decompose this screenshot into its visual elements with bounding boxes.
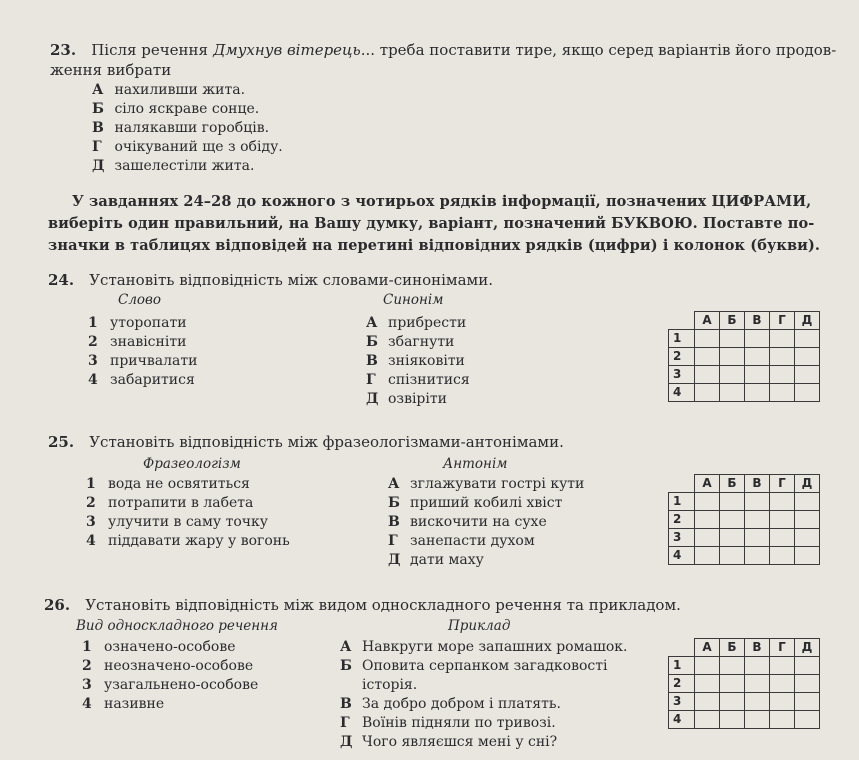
answer-cell[interactable] bbox=[770, 529, 795, 547]
answer-cell[interactable] bbox=[795, 529, 820, 547]
item-text: історія. bbox=[362, 677, 418, 693]
answer-cell[interactable] bbox=[745, 330, 770, 348]
grid-col-header: Б bbox=[720, 639, 745, 657]
item-number: 2 bbox=[86, 495, 96, 511]
item-text: занепасти духом bbox=[410, 533, 535, 549]
grid-col-header: А bbox=[695, 639, 720, 657]
answer-cell[interactable] bbox=[720, 493, 745, 511]
grid-row-header: 4 bbox=[669, 711, 695, 729]
q25-left-item-4 bbox=[86, 533, 290, 549]
answer-cell[interactable] bbox=[795, 693, 820, 711]
item-text: Навкруги море запашних ромашок. bbox=[362, 639, 628, 655]
q23-text-after: ... треба поставити тире, якщо серед варіантів його продов- bbox=[360, 41, 837, 59]
answer-cell[interactable] bbox=[795, 493, 820, 511]
answer-cell[interactable] bbox=[745, 366, 770, 384]
grid-row-header: 3 bbox=[669, 693, 695, 711]
grid-col-header: В bbox=[745, 639, 770, 657]
answer-cell[interactable] bbox=[745, 675, 770, 693]
q25-left-item-2 bbox=[86, 495, 253, 511]
q26-right-item-a bbox=[340, 639, 627, 655]
item-text: означено-особове bbox=[104, 639, 236, 655]
answer-cell[interactable] bbox=[695, 511, 720, 529]
grid-col-header: В bbox=[745, 312, 770, 330]
grid-row-header: 2 bbox=[669, 348, 695, 366]
q23-option-a[interactable] bbox=[92, 82, 245, 98]
q23-option-text: сіло яскраве сонце. bbox=[114, 101, 260, 117]
grid-col-header: Г bbox=[770, 475, 795, 493]
item-text: За добро добром і платять. bbox=[362, 696, 561, 712]
q23-option-b[interactable] bbox=[92, 101, 259, 117]
grid-col-header: Д bbox=[795, 639, 820, 657]
answer-cell[interactable] bbox=[745, 547, 770, 565]
grid-row-header: 4 bbox=[669, 547, 695, 565]
q25-right-item-a bbox=[388, 476, 584, 492]
q23-option-text: очікуваний ще з обіду. bbox=[114, 139, 283, 155]
q25-right-item-b bbox=[388, 495, 562, 511]
answer-cell[interactable] bbox=[745, 384, 770, 402]
item-number: 1 bbox=[88, 315, 98, 331]
item-text: забаритися bbox=[110, 372, 195, 388]
grid-col-header: В bbox=[745, 475, 770, 493]
answer-cell[interactable] bbox=[795, 330, 820, 348]
q26-number: 26. bbox=[44, 596, 71, 614]
answer-cell[interactable] bbox=[770, 493, 795, 511]
q26-right-item-b-cont bbox=[340, 677, 417, 693]
grid-row-header: 1 bbox=[669, 657, 695, 675]
q24-number: 24. bbox=[48, 271, 75, 289]
item-number: 4 bbox=[82, 696, 92, 712]
answer-cell[interactable] bbox=[695, 348, 720, 366]
grid-corner bbox=[669, 312, 695, 330]
q23-option-d[interactable] bbox=[92, 158, 254, 174]
q26-heading bbox=[44, 595, 681, 614]
answer-cell[interactable] bbox=[720, 711, 745, 729]
item-number: 3 bbox=[82, 677, 92, 693]
item-text: вискочити на сухе bbox=[410, 514, 547, 530]
answer-cell[interactable] bbox=[770, 348, 795, 366]
q23-text-line2: ження вибрати bbox=[50, 61, 172, 79]
item-text: вода не освятиться bbox=[108, 476, 250, 492]
answer-cell[interactable] bbox=[695, 493, 720, 511]
grid-col-header: А bbox=[695, 312, 720, 330]
grid-col-header: Б bbox=[720, 475, 745, 493]
answer-cell[interactable] bbox=[745, 693, 770, 711]
q23-heading bbox=[50, 40, 836, 59]
q25-text: Установіть відповідність між фразеологізмами-антонімами. bbox=[89, 433, 564, 451]
grid-row-header: 2 bbox=[669, 675, 695, 693]
q24-text: Установіть відповідність між словами-синонімами. bbox=[89, 271, 493, 289]
item-letter: А bbox=[340, 639, 352, 655]
q24-right-item-a bbox=[366, 315, 466, 331]
instruction-line-3: значки в таблицях відповідей на перетині відповідних рядків (цифри) і колонок (букви). bbox=[48, 237, 821, 254]
q23-option-v[interactable] bbox=[92, 120, 269, 136]
answer-cell[interactable] bbox=[745, 511, 770, 529]
answer-cell[interactable] bbox=[695, 330, 720, 348]
item-number: 4 bbox=[86, 533, 96, 549]
item-text: приший кобилі хвіст bbox=[410, 495, 563, 511]
q23-option-letter: Б bbox=[92, 101, 104, 117]
grid-row-header: 1 bbox=[669, 330, 695, 348]
item-number: 2 bbox=[82, 658, 92, 674]
item-letter: Д bbox=[340, 734, 353, 750]
item-letter: Б bbox=[388, 495, 400, 511]
answer-cell[interactable] bbox=[695, 384, 720, 402]
answer-cell[interactable] bbox=[795, 348, 820, 366]
q23-option-letter: В bbox=[92, 120, 104, 136]
answer-cell[interactable] bbox=[770, 330, 795, 348]
answer-cell[interactable] bbox=[695, 529, 720, 547]
answer-cell[interactable] bbox=[720, 330, 745, 348]
grid-col-header: Г bbox=[770, 312, 795, 330]
q24-left-item-3 bbox=[88, 353, 197, 369]
q24-right-item-h bbox=[366, 372, 470, 388]
item-text: Чого являєшся мені у сні? bbox=[362, 734, 558, 750]
grid-col-header: Д bbox=[795, 312, 820, 330]
q25-right-item-v bbox=[388, 514, 547, 530]
item-text: Оповита серпанком загадковості bbox=[362, 658, 608, 674]
item-letter: А bbox=[366, 315, 378, 331]
item-text: Воїнів підняли по тривозі. bbox=[362, 715, 556, 731]
q23-option-text: налякавши горобців. bbox=[114, 120, 270, 136]
answer-cell[interactable] bbox=[795, 675, 820, 693]
answer-cell[interactable] bbox=[720, 675, 745, 693]
q24-right-item-b bbox=[366, 334, 454, 350]
q26-left-header: Вид односкладного речення bbox=[76, 618, 278, 634]
q26-right-header: Приклад bbox=[448, 618, 511, 634]
item-letter: В bbox=[366, 353, 378, 369]
q26-left-item-4 bbox=[82, 696, 164, 712]
q23-text-italic: Дмухнув вітерець bbox=[213, 41, 361, 59]
q24-heading bbox=[48, 270, 493, 289]
item-text: спізнитися bbox=[388, 372, 470, 388]
grid-col-header: Б bbox=[720, 312, 745, 330]
item-letter: Г bbox=[340, 715, 350, 731]
item-number: 2 bbox=[88, 334, 98, 350]
answer-cell[interactable] bbox=[720, 693, 745, 711]
answer-cell[interactable] bbox=[720, 529, 745, 547]
item-number: 1 bbox=[82, 639, 92, 655]
item-text: неозначено-особове bbox=[104, 658, 254, 674]
grid-col-header: А bbox=[695, 475, 720, 493]
item-letter: В bbox=[388, 514, 400, 530]
q25-left-item-3 bbox=[86, 514, 268, 530]
q26-right-item-d bbox=[340, 734, 557, 750]
q24-right-header: Синонім bbox=[383, 292, 444, 308]
item-letter: Г bbox=[388, 533, 398, 549]
q24-left-header: Слово bbox=[118, 292, 162, 308]
q26-text: Установіть відповідність між видом односкладного речення та прикладом. bbox=[85, 596, 681, 614]
q25-right-header: Антонім bbox=[443, 456, 508, 472]
item-text: прибрести bbox=[388, 315, 467, 331]
answer-cell[interactable] bbox=[720, 348, 745, 366]
item-text: зніяковіти bbox=[388, 353, 465, 369]
answer-cell[interactable] bbox=[695, 675, 720, 693]
answer-cell[interactable] bbox=[795, 366, 820, 384]
q24-left-item-2 bbox=[88, 334, 186, 350]
q26-left-item-3 bbox=[82, 677, 258, 693]
answer-cell[interactable] bbox=[720, 384, 745, 402]
answer-cell[interactable] bbox=[770, 384, 795, 402]
item-letter: Б bbox=[340, 658, 352, 674]
q24-left-item-4 bbox=[88, 372, 195, 388]
instruction-line-2: виберіть один правильний, на Вашу думку, варіант, позначений БУКВОЮ. Поставте по- bbox=[48, 215, 815, 232]
q25-left-item-1 bbox=[86, 476, 250, 492]
answer-cell[interactable] bbox=[770, 657, 795, 675]
item-number: 3 bbox=[86, 514, 96, 530]
q25-number: 25. bbox=[48, 433, 75, 451]
q26-left-item-2 bbox=[82, 658, 253, 674]
q25-heading bbox=[48, 432, 564, 451]
q23-option-h[interactable] bbox=[92, 139, 283, 155]
q23-option-letter: Г bbox=[92, 139, 102, 155]
item-text: уторопати bbox=[110, 315, 187, 331]
q24-left-item-1 bbox=[88, 315, 187, 331]
item-text: узагальнено-особове bbox=[104, 677, 259, 693]
grid-corner bbox=[669, 639, 695, 657]
q24-right-item-v bbox=[366, 353, 465, 369]
q25-right-item-d bbox=[388, 552, 484, 568]
answer-cell[interactable] bbox=[770, 675, 795, 693]
q23-option-letter: А bbox=[92, 82, 104, 98]
item-text: дати маху bbox=[410, 552, 484, 568]
q25-answer-grid bbox=[668, 474, 820, 565]
item-letter: А bbox=[388, 476, 400, 492]
item-letter: Д bbox=[388, 552, 401, 568]
item-text: збагнути bbox=[388, 334, 455, 350]
grid-row-header: 4 bbox=[669, 384, 695, 402]
answer-cell[interactable] bbox=[745, 529, 770, 547]
answer-cell[interactable] bbox=[720, 547, 745, 565]
answer-cell[interactable] bbox=[695, 547, 720, 565]
answer-cell[interactable] bbox=[795, 511, 820, 529]
grid-row-header: 1 bbox=[669, 493, 695, 511]
answer-cell[interactable] bbox=[770, 711, 795, 729]
answer-cell[interactable] bbox=[770, 511, 795, 529]
grid-row-header: 3 bbox=[669, 529, 695, 547]
answer-cell[interactable] bbox=[695, 711, 720, 729]
grid-row-header: 3 bbox=[669, 366, 695, 384]
q23-option-text: нахиливши жита. bbox=[114, 82, 246, 98]
answer-cell[interactable] bbox=[695, 657, 720, 675]
item-letter: Д bbox=[366, 391, 379, 407]
answer-cell[interactable] bbox=[695, 693, 720, 711]
answer-cell[interactable] bbox=[745, 657, 770, 675]
answer-cell[interactable] bbox=[795, 384, 820, 402]
answer-cell[interactable] bbox=[720, 657, 745, 675]
q25-right-item-h bbox=[388, 533, 535, 549]
item-letter: В bbox=[340, 696, 352, 712]
q26-left-item-1 bbox=[82, 639, 236, 655]
q26-right-item-v bbox=[340, 696, 561, 712]
item-text: знавісніти bbox=[110, 334, 187, 350]
item-number: 4 bbox=[88, 372, 98, 388]
instruction-line-1: У завданнях 24–28 до кожного з чотирьох рядків інформації, позначених ЦИФРАМИ, bbox=[72, 193, 812, 210]
item-letter: Г bbox=[366, 372, 376, 388]
q26-right-item-h bbox=[340, 715, 556, 731]
q23-option-text: зашелестіли жита. bbox=[114, 158, 255, 174]
answer-cell[interactable] bbox=[770, 547, 795, 565]
item-letter: Б bbox=[366, 334, 378, 350]
answer-cell[interactable] bbox=[795, 711, 820, 729]
q25-left-header: Фразеологізм bbox=[143, 456, 241, 472]
q23-option-letter: Д bbox=[92, 158, 105, 174]
item-text: потрапити в лабета bbox=[108, 495, 254, 511]
answer-cell[interactable] bbox=[770, 693, 795, 711]
answer-cell[interactable] bbox=[795, 657, 820, 675]
answer-cell[interactable] bbox=[695, 366, 720, 384]
grid-col-header: Д bbox=[795, 475, 820, 493]
answer-cell[interactable] bbox=[720, 366, 745, 384]
item-text: піддавати жару у вогонь bbox=[108, 533, 290, 549]
q26-answer-grid bbox=[668, 638, 820, 729]
q24-right-item-d bbox=[366, 391, 447, 407]
item-text: улучити в саму точку bbox=[108, 514, 268, 530]
answer-cell[interactable] bbox=[795, 547, 820, 565]
item-text: зглажувати гострі кути bbox=[410, 476, 585, 492]
item-text: називне bbox=[104, 696, 165, 712]
grid-row-header: 2 bbox=[669, 511, 695, 529]
item-number: 1 bbox=[86, 476, 96, 492]
q26-right-item-b bbox=[340, 658, 607, 674]
answer-cell[interactable] bbox=[745, 493, 770, 511]
q23-text-before: Після речення bbox=[91, 41, 208, 59]
grid-corner bbox=[669, 475, 695, 493]
answer-cell[interactable] bbox=[770, 366, 795, 384]
answer-cell[interactable] bbox=[720, 511, 745, 529]
q23-number: 23. bbox=[50, 41, 77, 59]
item-number: 3 bbox=[88, 353, 98, 369]
answer-cell[interactable] bbox=[745, 348, 770, 366]
item-text: причвалати bbox=[110, 353, 198, 369]
item-text: озвіріти bbox=[388, 391, 447, 407]
grid-col-header: Г bbox=[770, 639, 795, 657]
q24-answer-grid bbox=[668, 311, 820, 402]
answer-cell[interactable] bbox=[745, 711, 770, 729]
